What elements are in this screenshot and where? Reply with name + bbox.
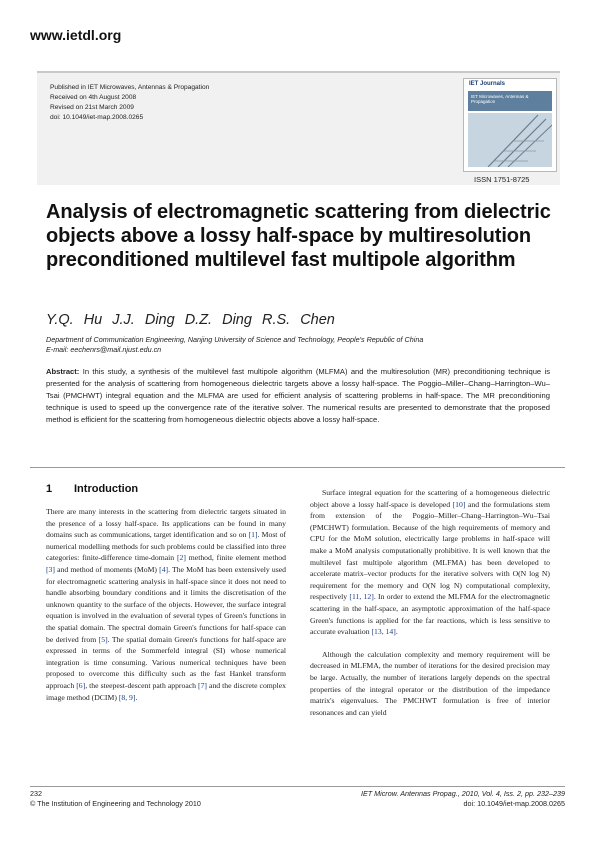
footer-right bbox=[361, 789, 565, 809]
received-date: Received on 4th August 2008 bbox=[50, 94, 137, 101]
antenna-illustration bbox=[468, 113, 552, 167]
column-right bbox=[310, 487, 550, 718]
citation-link[interactable]: [3] bbox=[46, 564, 55, 574]
citation-info: IET Microw. Antennas Propag., 2010, Vol. 4, Iss. 2, pp. 232–239 bbox=[360, 789, 565, 798]
affiliation bbox=[46, 335, 423, 355]
doi: doi: 10.1049/iet-map.2008.0265 bbox=[50, 114, 144, 121]
citation-link[interactable]: [6] bbox=[76, 680, 86, 690]
authors: Y.Q. Hu J.J. Ding D.Z. Ding R.S. Chen bbox=[46, 312, 335, 328]
cover-journal-logo: IET Journals bbox=[469, 81, 506, 87]
abstract bbox=[46, 366, 550, 426]
citation-link[interactable]: [4] bbox=[159, 564, 169, 574]
abstract-label: Abstract: bbox=[46, 367, 80, 376]
site-url[interactable]: www.ietdl.org bbox=[30, 27, 122, 43]
abstract-text: In this study, a synthesis of the multilevel fast multipole algorithm (MLFMA) and the multiresolution (MR) preconditioning technique is presented for the analysis of scattering from homogeneous dielectric targets above a lossy half-space. The Poggio–Miller–Chang–Harrington–Wu–Tsai (PMCHWT) integral equation and the MLFMA are used for efficient analysis of scattering problems in half-space. The MR preconditioning technique is used to speed up the convergence rate of the iterative solver. The numerical results are presented to demonstrate that the proposed method is efficient for the scattering from homogeneous dielectric objects above a lossy half-space. bbox=[46, 367, 550, 424]
journal-cover-image bbox=[463, 78, 557, 172]
email[interactable]: E-mail: eechenrs@mail.njust.edu.cn bbox=[46, 345, 162, 354]
paragraph: Surface integral equation for the scattering of a homogeneous dielectric object above a lossy half-space is developed [10] and the formulations stem from extension of the Poggio–Miller–Chang–Harrington–Wu–Tsai (PMCHWT) formulation. Because of the high requirements of memory and CPU for the MoM solution, electrically large problems in half-space will make a MoM analysis computationally prohibitive. It is well known that the multilevel fast multipole algorithm (MLFMA) has been developed to accelerate matrix–vector products for the iterative solvers with O(N log N) requirement for the memory and O(N log N) computational complexity, respectively [11, 12]. In order to extend the MLFMA for the electromagnetic scattering in the half-space, an asymptotic approximation of the half-space Green's functions is applied for the far reactions, which is less sensitive to accurate evaluation [13, 14]. bbox=[310, 488, 550, 637]
copyright: © The Institution of Engineering and Technology 2010 bbox=[30, 799, 201, 808]
paragraph: Although the calculation complexity and memory requirement will be decreased in MLFMA, the number of iterations for the desired precision may be large. Actually, the number of iterations largely depends on the spectral properties of the integral operator or the distribution of the impedance matrix's eigenvalues. The PMCHWT formulation is free of interior resonances and can yield bbox=[310, 649, 550, 717]
citation-link[interactable]: [13, 14] bbox=[371, 627, 396, 637]
publication-info bbox=[50, 83, 209, 123]
citation-link[interactable]: [5] bbox=[98, 634, 108, 644]
paragraph: There are many interests in the scattering from dielectric targets situated in the presence of a lossy half-space. Its applications can be found in many domains such as communications, target identification and so on [1]. Most of numerical modelling methods for such problems could be classified into three categories: finite-difference time-domain [2] method, finite element method [3] and method of moments (MoM) [4]. The MoM has been extensively used for electromagnetic scattering analysis in half-space since it does not need to handle absorbing boundary conditions and it limits the discretisation of the unknown quantity to the surface of the objects. However, the surface integral equation is involved in the evaluation of several types of Green's functions in the spatial domain. The spectral domain Green's functions for half-space can be derived from [5]. The spatial domain Green's functions for half-space are expressed in terms of the Sommerfeld integral (SI) whose numerical integration is time consuming. Various numerical techniques have been proposed to overcome this difficulty such as the fast Hankel transform approach [6], the steepest-descent path approach [7] and the discrete complex image method (DCIM) [8, 9]. bbox=[46, 507, 287, 702]
citation-link[interactable]: [7] bbox=[198, 680, 207, 690]
section-heading bbox=[46, 483, 138, 495]
cover-photo bbox=[468, 113, 552, 167]
footer-divider bbox=[30, 786, 565, 787]
citation-link[interactable]: [8, 9] bbox=[118, 692, 136, 702]
column-left bbox=[46, 506, 286, 703]
issn: ISSN 1751-8725 bbox=[474, 175, 530, 184]
department: Department of Communication Engineering, Nanjing University of Science and Technology, People's Republic of China bbox=[46, 335, 424, 344]
revised-date: Revised on 21st March 2009 bbox=[50, 104, 134, 111]
footer-doi: doi: 10.1049/iet-map.2008.0265 bbox=[463, 799, 565, 808]
citation-link[interactable]: [1] bbox=[248, 530, 258, 540]
divider bbox=[30, 467, 565, 468]
citation-link[interactable]: [11, 12] bbox=[349, 592, 374, 602]
cover-subtitle: IET Microwaves, Antennas & Propagation bbox=[471, 94, 529, 104]
footer-left bbox=[30, 789, 201, 809]
section-title: Introduction bbox=[74, 483, 139, 495]
page-number: 232 bbox=[30, 789, 42, 798]
paper-title: Analysis of electromagnetic scattering from dielectric objects above a lossy half-space by multiresolution preconditioned multilevel fast multipole algorithm bbox=[46, 201, 551, 271]
citation-link[interactable]: [2] bbox=[176, 553, 186, 563]
citation-link[interactable]: [10] bbox=[452, 499, 466, 509]
published-in: Published in IET Microwaves, Antennas & Propagation bbox=[50, 84, 210, 91]
section-number: 1 bbox=[46, 483, 53, 495]
